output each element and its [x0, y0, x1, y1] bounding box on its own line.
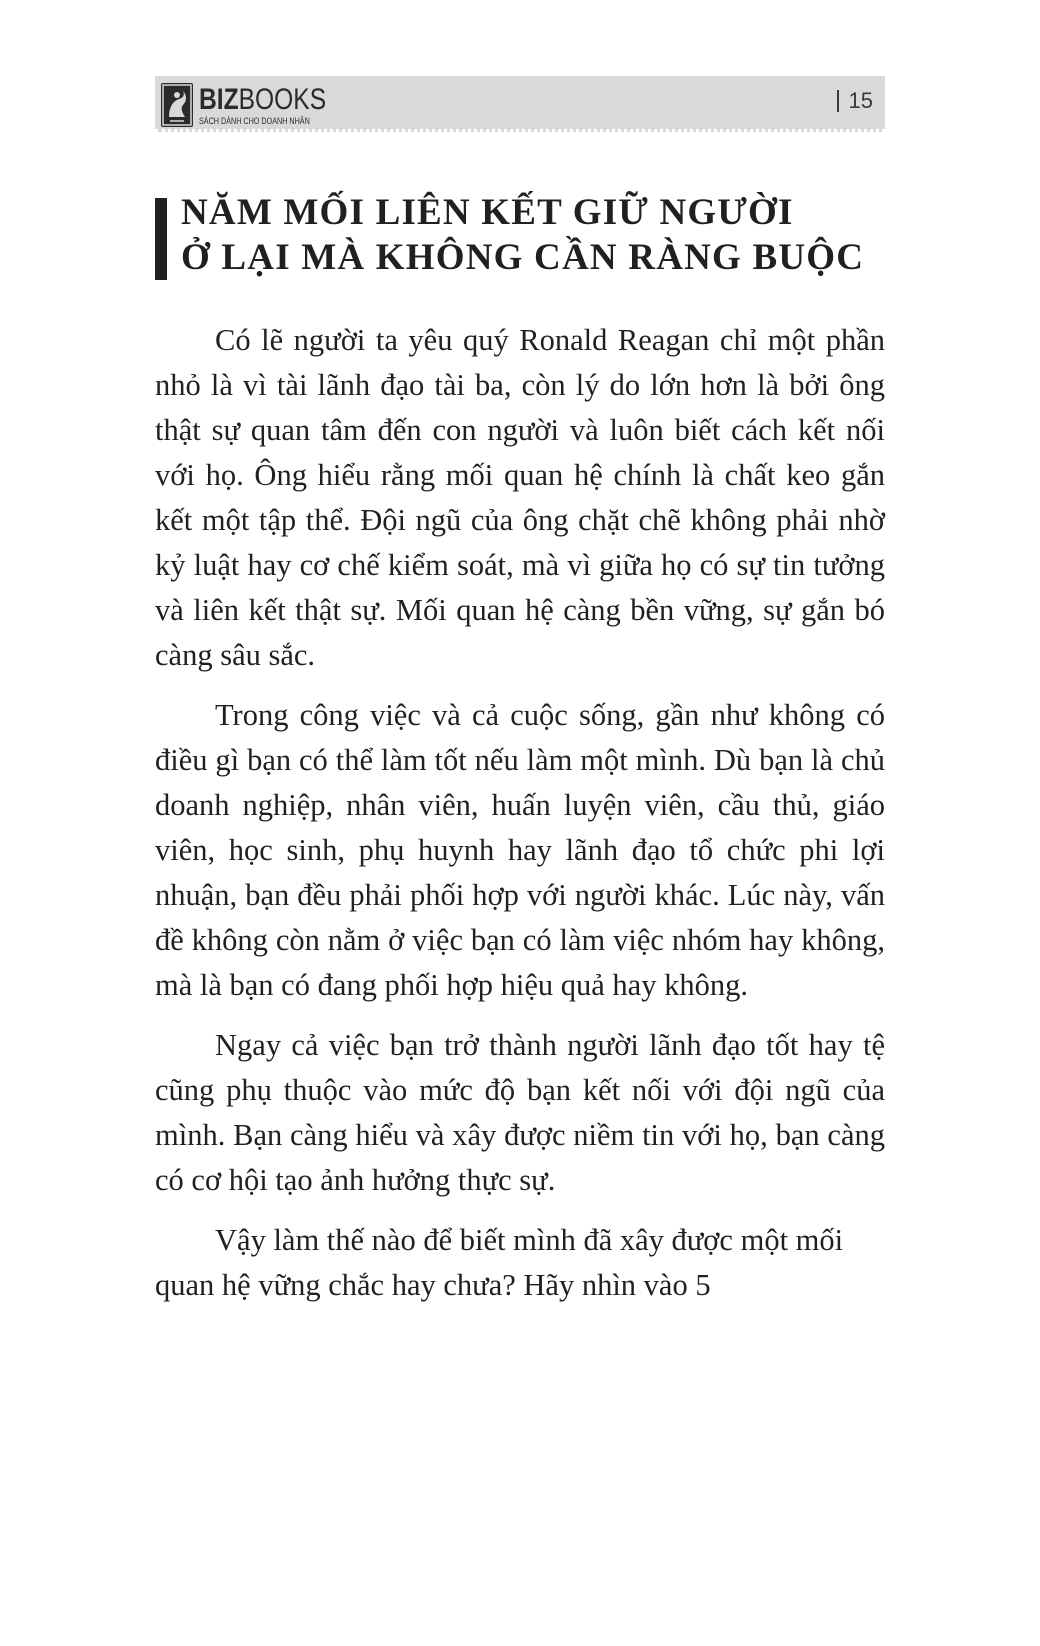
body-text [155, 318, 885, 1323]
paragraph: Vậy làm thế nào để biết mình đã xây được một mối quan hệ vững chắc hay chưa? Hãy nhìn vào 5 [155, 1223, 844, 1302]
paragraph: Có lẽ người ta yêu quý Ronald Reagan chỉ một phần nhỏ là vì tài lãnh đạo tài ba, còn lý do lớn hơn là bởi ông thật sự quan tâm đến con người và luôn biết cách kết nối với họ. Ông hiểu rằng mối quan hệ chính là chất keo gắn kết một tập thể. Đội ngũ của ông chặt chẽ không phải nhờ kỷ luật hay cơ chế kiểm soát, mà vì giữa họ có sự tin tưởng và liên kết thật sự. Mối quan hệ càng bền vững, sự gắn bó càng sâu sắc. [155, 323, 885, 672]
page-number-value: 15 [848, 88, 873, 113]
page-number-separator [837, 90, 839, 112]
running-header [155, 76, 885, 132]
bizbooks-logo [161, 82, 354, 128]
title-line-1: NĂM MỐI LIÊN KẾT GIỮ NGƯỜI [181, 192, 794, 233]
title-line-2: Ở LẠI MÀ KHÔNG CẦN RÀNG BUỘC [181, 237, 865, 278]
paragraph: Ngay cả việc bạn trở thành người lãnh đạo tốt hay tệ cũng phụ thuộc vào mức độ bạn kết nối với đội ngũ của mình. Bạn càng hiểu và xây được niềm tin với họ, bạn càng có cơ hội tạo ảnh hưởng thực sự. [155, 1028, 885, 1197]
bizbooks-emblem-icon [161, 83, 193, 127]
brand-tagline: SÁCH DÀNH CHO DOANH NHÂN [199, 115, 310, 126]
brand-name: BIZBOOKS [199, 82, 327, 116]
title-accent-bar [155, 198, 167, 280]
paragraph: Trong công việc và cả cuộc sống, gần như không có điều gì bạn có thể làm tốt nếu làm một mình. Dù bạn là chủ doanh nghiệp, nhân viên, huấn luyện viên, cầu thủ, giáo viên, học sinh, phụ huynh hay lãnh đạo tổ chức phi lợi nhuận, bạn đều phải phối hợp với người khác. Lúc này, vấn đề không còn nằm ở việc bạn có làm việc nhóm hay không, mà là bạn có đang phối hợp hiệu quả hay không. [155, 698, 885, 1002]
page-number [837, 88, 873, 114]
